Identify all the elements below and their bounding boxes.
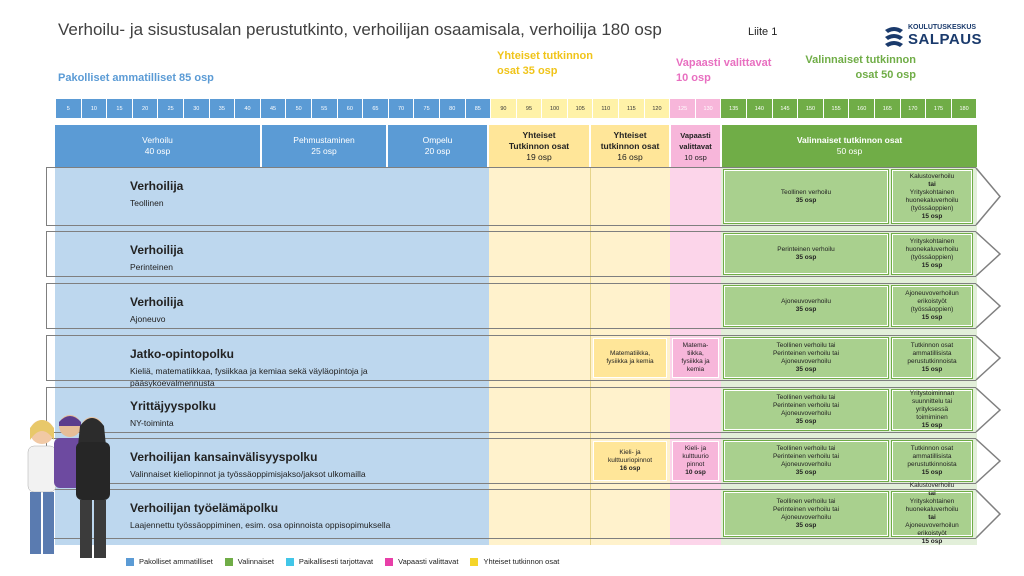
row-subtitle: Laajennettu työssäoppiminen, esim. osa opinnoista oppisopimuksella <box>130 520 391 530</box>
scale-tick: 55 <box>312 99 338 118</box>
module-cell-line: 15 osp <box>921 212 943 220</box>
legend-label: Valinnaiset <box>237 557 274 566</box>
scale-tick: 15 <box>107 99 133 118</box>
group-label-yhteiset-line1: Yhteiset tutkinnon <box>497 50 593 62</box>
scale-tick: 120 <box>645 99 671 118</box>
legend-swatch <box>470 558 478 566</box>
module-cell-line: Kalustoverhoilu <box>909 172 955 180</box>
module-cell <box>593 441 667 481</box>
module-cell-line: Kieli- ja <box>619 449 641 456</box>
module-cell-line: perustutkinnoista <box>907 461 957 468</box>
module-cell-line: Yrityskohtainen <box>909 238 955 245</box>
col-header-yhteiset-2 <box>591 125 669 167</box>
module-cell-line: Ajoneuvoverhoilun <box>905 522 959 529</box>
module-cell-line: huonekaluverhoilu <box>905 506 959 513</box>
scale-tick: 10 <box>82 99 108 118</box>
scale-tick: 25 <box>158 99 184 118</box>
scale-tick: 85 <box>466 99 492 118</box>
module-cell-line: suunnittelu tai <box>911 398 953 405</box>
scale-tick: 20 <box>133 99 159 118</box>
col-header-verhoilu-osp: 40 osp <box>144 146 171 156</box>
col-header-yhteiset-1 <box>489 125 589 167</box>
scale-tick: 75 <box>414 99 440 118</box>
module-cell-line: 35 osp <box>795 366 817 373</box>
legend-swatch <box>126 558 134 566</box>
module-cell-line: (työssäoppien) <box>910 254 954 261</box>
row-title: Verhoilijan työelämäpolku <box>130 501 279 515</box>
logo-line-1: KOULUTUSKESKUS <box>908 24 977 31</box>
module-cell-line: Teollinen verhoilu <box>780 188 832 196</box>
scale-tick: 105 <box>568 99 594 118</box>
col-header-pehmustaminen <box>262 125 386 167</box>
module-cell-line: yrityksessä <box>915 406 949 413</box>
col-header-yhteiset-2-title2: tutkinnon osat <box>600 140 660 151</box>
col-header-vapaasti-title: Vapaasti <box>680 130 711 140</box>
group-label-vapaasti-line2: 10 osp <box>676 72 711 84</box>
module-cell <box>724 390 888 430</box>
module-cell-line: Perinteinen verhoilu tai <box>772 453 840 460</box>
col-header-vapaasti-title2: valittavat <box>679 141 712 151</box>
scale-tick: 90 <box>491 99 517 118</box>
scale-tick: 145 <box>773 99 799 118</box>
module-cell-line: erikoistyöt <box>917 530 947 537</box>
legend-swatch <box>286 558 294 566</box>
module-cell-line: tiikka, <box>687 350 704 357</box>
module-cell-line: tai <box>928 514 936 521</box>
group-label-vapaasti-line1: Vapaasti valittavat <box>676 57 772 69</box>
legend-label: Vapaasti valittavat <box>398 557 459 566</box>
module-cell-line: Teollinen verhoilu tai <box>776 342 836 349</box>
module-cell <box>892 170 972 223</box>
module-cell-line: (työssäoppien) <box>910 204 954 212</box>
module-cell-line: Kalustoverhoilu <box>909 482 955 489</box>
scale-tick: 150 <box>798 99 824 118</box>
module-cell-line: 15 osp <box>921 366 943 373</box>
module-cell-line: Matematiikka, <box>609 350 651 357</box>
col-header-valinnaiset <box>722 125 977 167</box>
module-cell-line: 35 osp <box>795 522 817 529</box>
module-cell-line: huonekaluverhoilu <box>905 196 959 204</box>
scale-tick: 5 <box>56 99 82 118</box>
col-header-verhoilu <box>55 125 260 167</box>
module-cell-line: 15 osp <box>921 262 943 269</box>
module-cell-line: 15 osp <box>921 469 943 476</box>
module-cell-line: 15 osp <box>921 422 943 429</box>
module-cell-line: Yrityskohtainen <box>909 498 955 505</box>
row-title: Verhoilija <box>130 243 184 257</box>
legend-label: Paikallisesti tarjottavat <box>298 557 374 566</box>
row-subtitle: NY-toiminta <box>130 418 174 428</box>
module-cell-line: Tutkinnon osat <box>910 445 954 452</box>
attachment-label: Liite 1 <box>748 26 778 38</box>
module-cell-line: Yrityskohtainen <box>909 188 955 196</box>
col-header-vapaasti-osp: 10 osp <box>684 152 707 162</box>
module-cell-line: Ajoneuvoverhoilu <box>781 514 831 521</box>
scale-tick: 130 <box>696 99 722 118</box>
module-cell-line: Ajoneuvoverhoilu <box>781 298 831 305</box>
scale-tick: 95 <box>517 99 543 118</box>
module-cell-line: 10 osp <box>685 469 706 476</box>
module-cell <box>672 338 719 378</box>
module-cell-line: 35 osp <box>795 418 817 425</box>
row-subtitle: Teollinen <box>130 198 164 208</box>
module-cell-line: kulttuuriopinnot <box>607 457 653 464</box>
module-cell-line: Perinteinen verhoilu tai <box>772 402 840 409</box>
module-cell <box>892 338 972 378</box>
module-cell-line: ammatillisista <box>912 453 952 460</box>
module-cell-line: tai <box>928 180 936 188</box>
logo-line-2: SALPAUS <box>908 31 983 48</box>
row-arrow-icon <box>974 283 1004 329</box>
row-arrow-icon <box>974 167 1004 226</box>
module-cell <box>672 441 719 481</box>
scale-tick: 155 <box>824 99 850 118</box>
scale-tick: 140 <box>747 99 773 118</box>
col-header-pehmustaminen-osp: 25 osp <box>311 146 337 156</box>
col-header-valinnaiset-osp: 50 osp <box>836 146 863 156</box>
legend-swatch <box>225 558 233 566</box>
scale-tick: 135 <box>721 99 747 118</box>
module-cell <box>724 170 888 223</box>
module-cell-line: 35 osp <box>795 196 817 204</box>
module-cell-line: (työssäoppien) <box>910 306 954 313</box>
col-header-yhteiset-2-osp: 16 osp <box>617 151 643 162</box>
legend-swatch <box>385 558 393 566</box>
scale-tick: 100 <box>542 99 568 118</box>
module-cell <box>892 441 972 481</box>
module-cell-line: perustutkinnoista <box>907 358 957 365</box>
module-cell-line: Kieli- ja <box>684 445 707 452</box>
row-arrow-icon <box>974 489 1004 539</box>
row-subtitle: Perinteinen <box>130 262 174 272</box>
scale-tick: 50 <box>286 99 312 118</box>
row-arrow-icon <box>974 438 1004 484</box>
row-subtitle: Valinnaiset kieliopinnot ja työssäoppimisjakso/jaksot ulkomailla <box>130 469 366 479</box>
group-label-vapaasti <box>676 56 771 86</box>
module-cell <box>892 482 972 545</box>
scale-tick: 110 <box>593 99 619 118</box>
col-header-pehmustaminen-title: Pehmustaminen <box>293 135 355 145</box>
student-figure-1 <box>28 420 56 554</box>
module-cell <box>724 286 888 326</box>
module-cell-line: 35 osp <box>795 254 817 261</box>
module-cell <box>724 492 888 536</box>
group-label-yhteiset-line2: osat 35 osp <box>497 65 558 77</box>
page-title: Verhoilu- ja sisustusalan perustutkinto, verhoilijan osaamisala, verhoilija 180 osp <box>58 20 662 39</box>
group-label-valinnaiset <box>800 53 916 83</box>
col-header-vapaasti <box>671 125 720 167</box>
scale-tick: 180 <box>952 99 978 118</box>
module-cell-line: 16 osp <box>619 465 641 472</box>
module-cell-line: Ajoneuvoverhoilu <box>781 410 831 417</box>
module-cell-line: Ajoneuvoverhoilu <box>781 461 831 468</box>
scale-tick: 30 <box>184 99 210 118</box>
module-cell-line: Matema- <box>682 342 709 349</box>
col-header-yhteiset-2-title: Yhteiset <box>613 129 647 140</box>
module-cell-line: Yritystoiminnan <box>909 390 955 397</box>
row-subtitle: Kieliä, matematiikkaa, fysiikkaa ja kemiaa sekä väyläopintoja ja pääsykoevalmennusta <box>130 366 368 388</box>
module-cell-line: toimiminen <box>916 414 948 421</box>
scale-tick: 35 <box>210 99 236 118</box>
module-cell <box>892 234 972 274</box>
module-cell-line: fysiikka ja <box>681 358 710 365</box>
module-cell-line: erikoistyöt <box>917 298 947 305</box>
module-cell-line: 35 osp <box>795 306 817 313</box>
legend-item <box>126 557 213 566</box>
scale-tick: 175 <box>926 99 952 118</box>
module-cell-line: Ajoneuvoverhoilun <box>905 290 959 297</box>
group-label-valinnaiset-line1: Valinnaiset tutkinnon <box>805 54 916 66</box>
module-cell-line: Teollinen verhoilu tai <box>776 445 836 452</box>
module-cell-line: 15 osp <box>921 538 943 545</box>
legend-item <box>385 557 458 566</box>
scale-tick: 125 <box>670 99 696 118</box>
row-arrow-icon <box>974 231 1004 277</box>
module-cell-line: Perinteinen verhoilu <box>777 246 835 253</box>
module-cell-line: Teollinen verhoilu tai <box>776 394 836 401</box>
module-cell-line: huonekaluverhoilu <box>905 246 959 253</box>
scale-tick: 115 <box>619 99 645 118</box>
group-label-pakolliset: Pakolliset ammatilliset 85 osp <box>58 72 214 84</box>
module-cell-line: kemia <box>686 366 705 373</box>
row-arrow-icon <box>974 335 1004 381</box>
salpaus-logo <box>882 22 982 52</box>
col-header-yhteiset-1-title: Yhteiset <box>522 129 556 140</box>
col-header-ompelu-osp: 20 osp <box>424 146 451 156</box>
students-photo <box>14 402 118 572</box>
module-cell <box>892 286 972 326</box>
col-header-ompelu-title: Ompelu <box>422 135 453 145</box>
legend-label: Yhteiset tutkinnon osat <box>483 557 560 566</box>
legend-label: Pakolliset ammatilliset <box>139 557 213 566</box>
module-cell-line: pinnot <box>686 461 705 468</box>
scale-tick: 70 <box>389 99 415 118</box>
row-arrow-icon <box>974 387 1004 433</box>
osp-scale <box>56 99 977 118</box>
row-subtitle: Ajoneuvo <box>130 314 166 324</box>
scale-tick: 165 <box>875 99 901 118</box>
row-title: Jatko-opintopolku <box>130 347 234 361</box>
row-title: Yrittäjyyspolku <box>130 399 217 413</box>
legend-item <box>470 557 559 566</box>
module-cell-line: Tutkinnon osat <box>910 342 954 349</box>
col-header-valinnaiset-title: Valinnaiset tutkinnon osat <box>796 135 903 145</box>
module-cell-line: kulttuurio <box>682 453 709 460</box>
scale-tick: 80 <box>440 99 466 118</box>
module-cell-line: tai <box>928 490 936 497</box>
row-title: Verhoilija <box>130 295 184 309</box>
legend-item <box>225 557 274 566</box>
col-header-verhoilu-title: Verhoilu <box>142 135 173 145</box>
group-label-valinnaiset-line2: osat 50 osp <box>855 69 916 81</box>
module-cell <box>724 338 888 378</box>
module-cell <box>724 234 888 274</box>
module-cell <box>593 338 667 378</box>
scale-tick: 160 <box>849 99 875 118</box>
row-title: Verhoilijan kansainvälisyyspolku <box>130 450 318 464</box>
module-cell-line: Ajoneuvoverhoilu <box>781 358 831 365</box>
module-cell <box>724 441 888 481</box>
module-cell-line: 35 osp <box>795 469 817 476</box>
row-title: Verhoilija <box>130 179 184 193</box>
module-cell-line: Teollinen verhoilu tai <box>776 498 836 505</box>
col-header-yhteiset-1-osp: 19 osp <box>526 151 552 162</box>
scale-tick: 65 <box>363 99 389 118</box>
scale-tick: 170 <box>901 99 927 118</box>
legend <box>126 557 559 566</box>
logo-mark-icon <box>882 24 906 50</box>
scale-tick: 45 <box>261 99 287 118</box>
module-cell-line: ammatillisista <box>912 350 952 357</box>
student-figure-3 <box>76 417 110 558</box>
col-header-ompelu <box>388 125 487 167</box>
legend-item <box>286 557 373 566</box>
module-cell <box>892 390 972 430</box>
module-cell-line: Perinteinen verhoilu tai <box>772 350 840 357</box>
scale-tick: 60 <box>338 99 364 118</box>
group-label-yhteiset <box>497 49 593 79</box>
module-cell-line: fysiikka ja kemia <box>606 358 654 365</box>
col-header-yhteiset-1-title2: Tutkinnon osat <box>508 140 570 151</box>
scale-tick: 40 <box>235 99 261 118</box>
module-cell-line: 15 osp <box>921 314 943 321</box>
module-cell-line: Perinteinen verhoilu tai <box>772 506 840 513</box>
